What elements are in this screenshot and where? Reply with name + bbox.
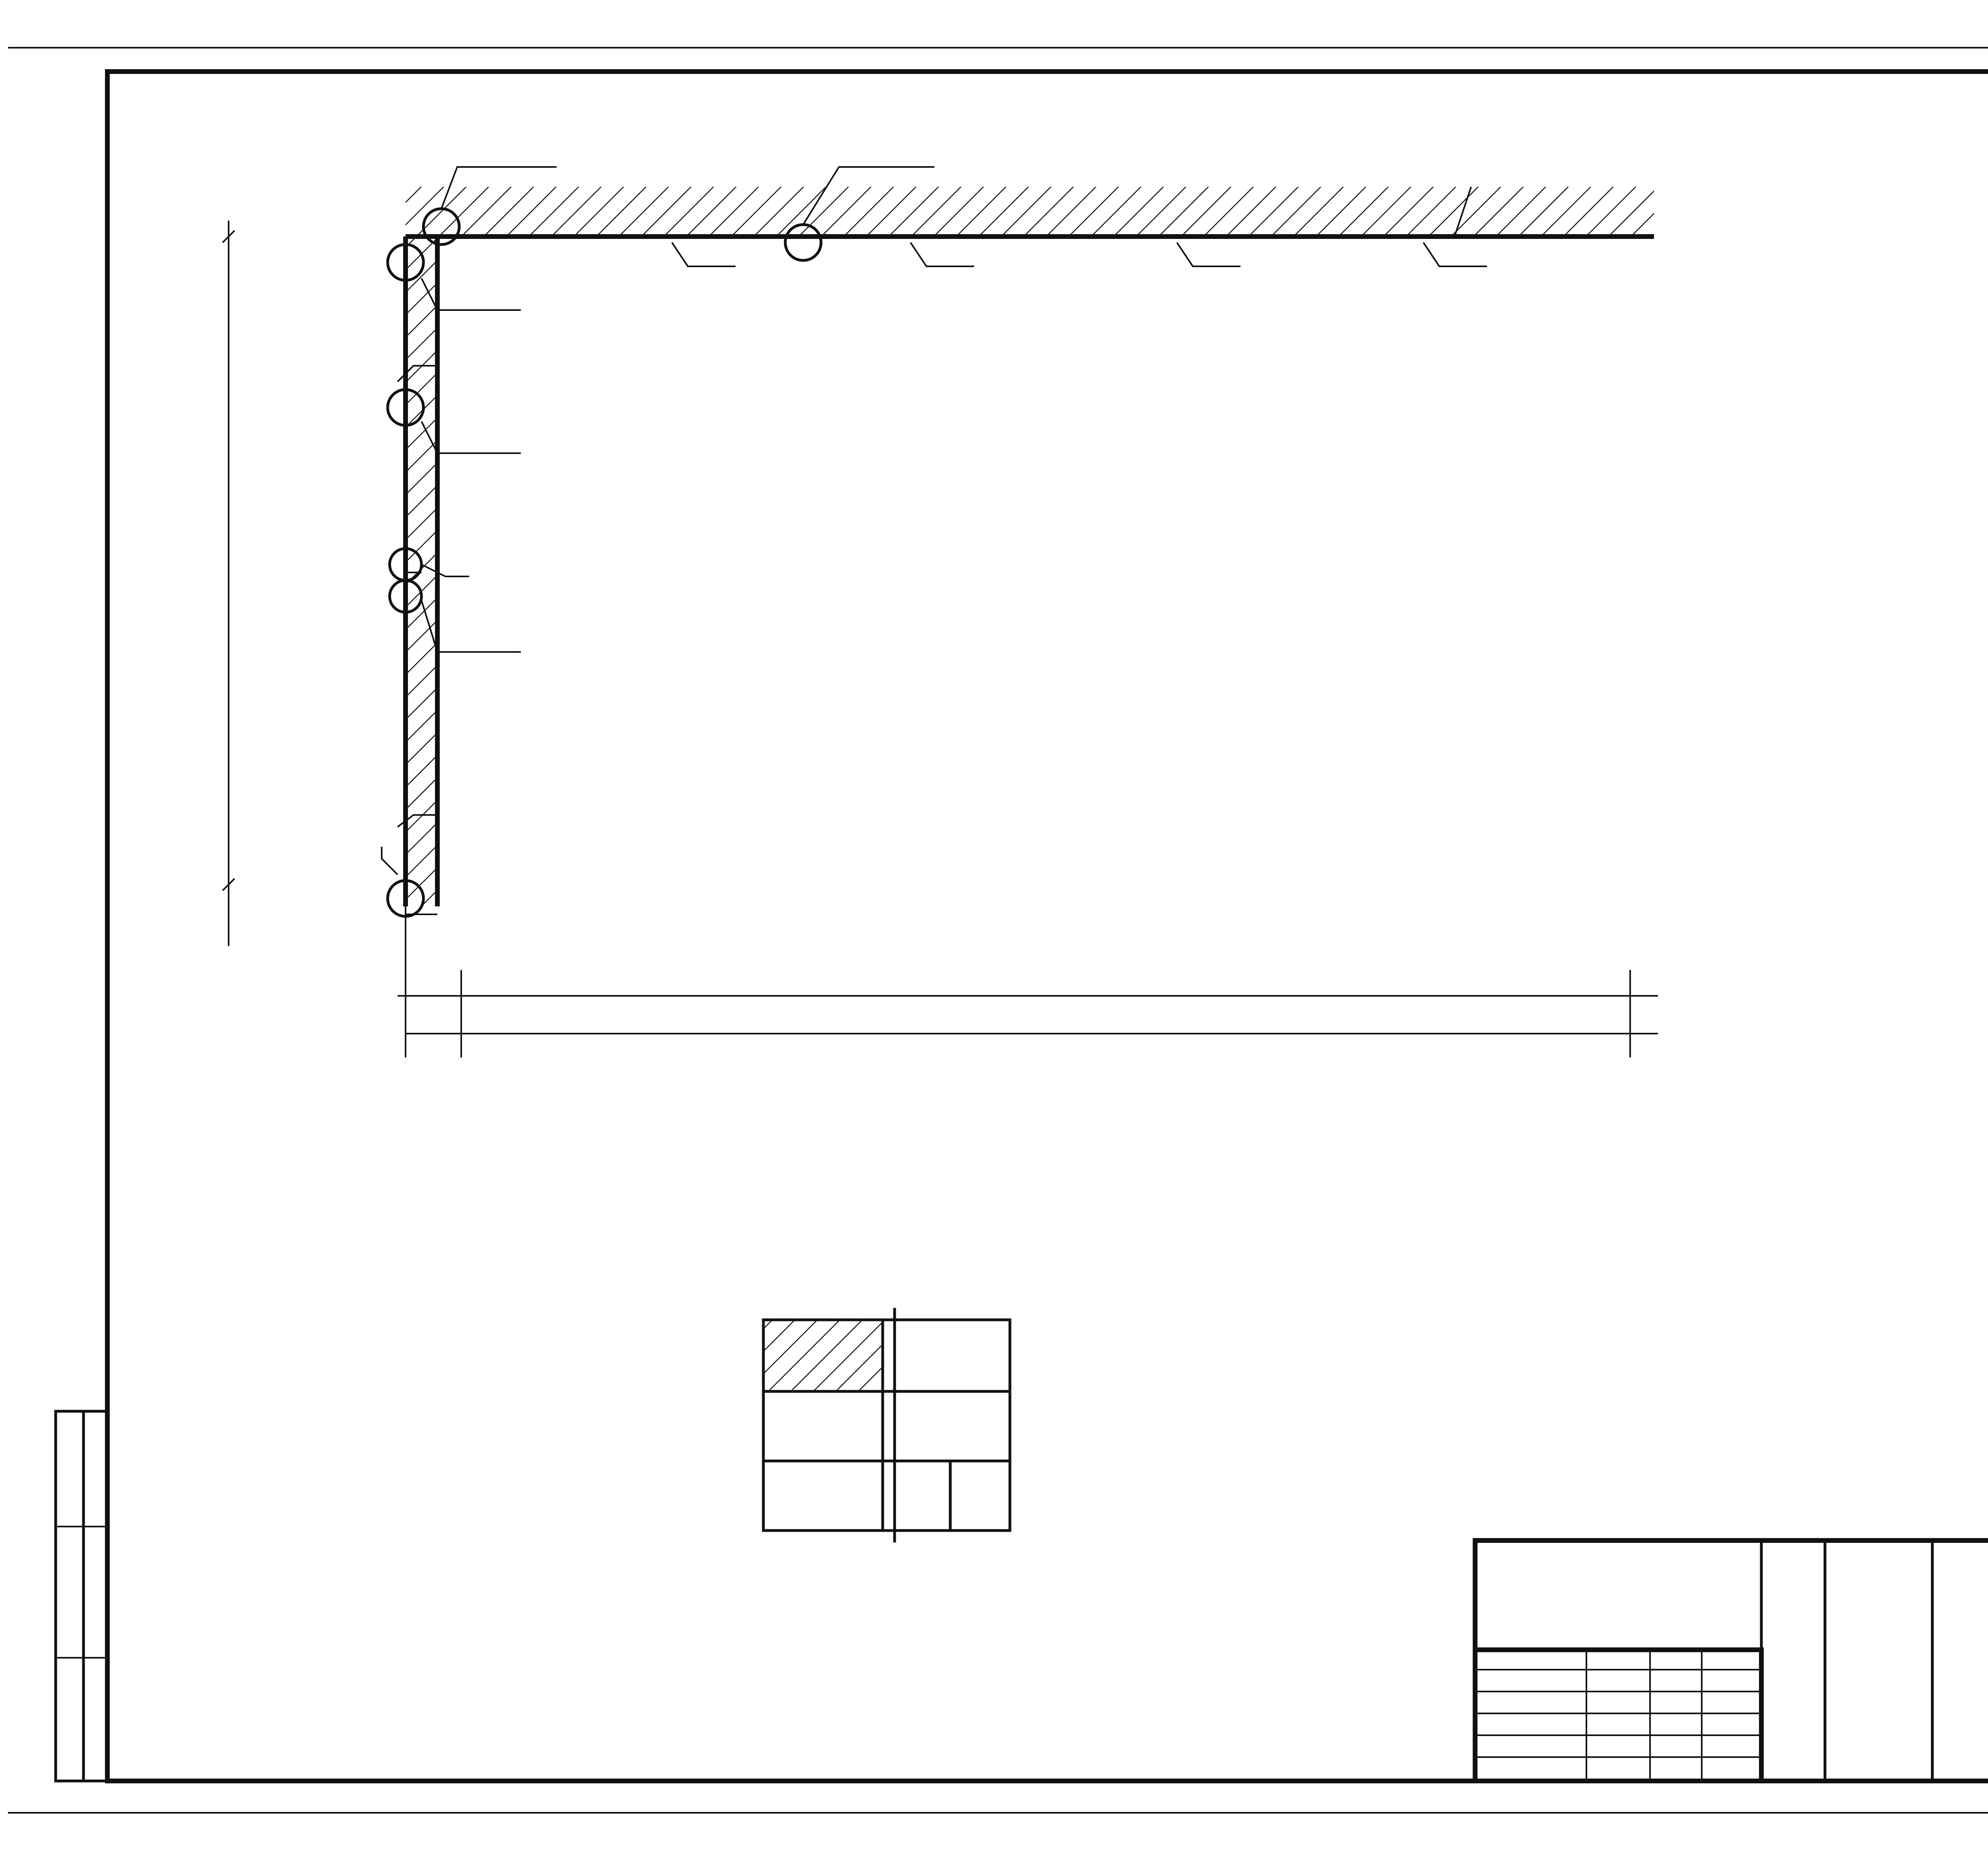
- panel-layout-plan: [223, 167, 1658, 1057]
- title-block: [1475, 1540, 1988, 1781]
- side-stamp: [56, 1411, 107, 1781]
- vertical-dimensions: [223, 221, 235, 946]
- horizontal-dimensions: [398, 906, 1658, 1057]
- schematic-plan: [763, 1308, 1010, 1542]
- top-hatch: [406, 187, 1654, 237]
- expansion-joints: [398, 242, 1487, 827]
- drawing-frame: [107, 72, 1988, 1781]
